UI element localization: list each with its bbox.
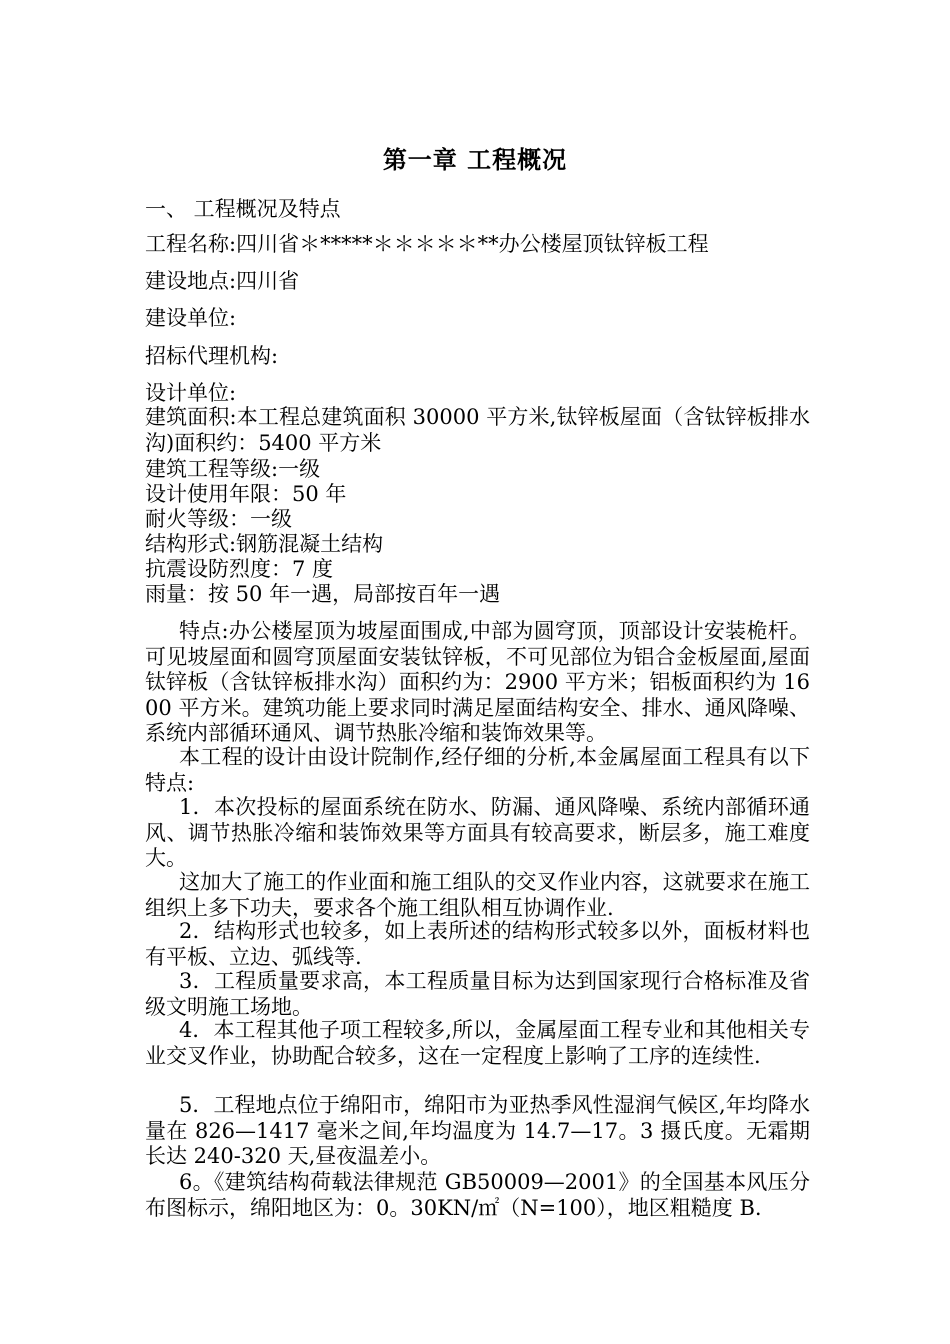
chapter-title: 第一章 工程概况 [382,145,568,174]
point-3: 3．工程质量要求高，本工程质量目标为达到国家现行合格标准及省级文明施工场地。 [145,969,810,1019]
section-heading: 一、 工程概况及特点 [145,197,341,221]
fire-rating: 耐火等级：一级 [145,507,292,531]
service-life: 设计使用年限：50 年 [145,482,347,506]
seismic: 抗震设防烈度：7 度 [145,557,334,581]
point-6: 6。《建筑结构荷载法律规范 GB50009—2001》的全国基本风压分布图标示，绵阳地区为：0。30KN/㎡（N=100），地区粗糙度 B. [145,1170,810,1220]
structure: 结构形式:钢筋混凝土结构 [145,532,384,556]
building-area: 建筑面积:本工程总建筑面积 30000 平方米,钛锌板屋面（含钛锌板排水沟)面积约：5400 平方米 [145,405,810,455]
point-4: 4．本工程其他子项工程较多,所以，金属屋面工程专业和其他相关专业交叉作业，协助配合较多，这在一定程度上影响了工序的连续性. [145,1018,810,1068]
designer: 设计单位: [145,381,237,405]
point-1: 1．本次投标的屋面系统在防水、防漏、通风降噪、系统内部循环通风、调节热胀冷缩和装饰效果等方面具有较高要求，断层多，施工难度大。 [145,795,810,870]
point-5: 5．工程地点位于绵阳市，绵阳市为亚热季风性湿润气候区,年均降水量在 826—1417 毫米之间,年均温度为 14.7—17。3 摄氏度。无霜期长达 240-320 天,昼夜温差小。 [145,1093,810,1168]
location: 建设地点:四川省 [145,269,300,293]
building-grade: 建筑工程等级:一级 [145,457,321,481]
features-paragraph: 特点:办公楼屋顶为坡屋面围成,中部为圆穹顶，顶部设计安装桅杆。可见坡屋面和圆穹顶屋面安装钛锌板，不可见部位为铝合金板屋面,屋面钛锌板（含钛锌板排水沟）面积约为：2900 平方米；铝板面积约为 1600 平方米。建筑功能上要求同时满足屋面结构安全、排水、通风降噪、系统内部循环通风、调节热胀冷缩和装饰效果等。 [145,619,810,745]
project-name: 工程名称:四川省＊*****＊＊＊＊＊**办公楼屋顶钛锌板工程 [145,232,709,256]
agency: 招标代理机构: [145,344,279,368]
point-1-continued: 这加大了施工的作业面和施工组队的交叉作业内容，这就要求在施工组织上多下功夫，要求各个施工组队相互协调作业. [145,870,810,920]
rainfall: 雨量：按 50 年一遇，局部按百年一遇 [145,582,501,606]
intro-paragraph: 本工程的设计由设计院制作,经仔细的分析,本金属屋面工程具有以下特点: [145,745,810,795]
point-2: 2．结构形式也较多，如上表所述的结构形式较多以外，面板材料也有平板、立边、弧线等. [145,919,810,969]
owner: 建设单位: [145,306,237,330]
